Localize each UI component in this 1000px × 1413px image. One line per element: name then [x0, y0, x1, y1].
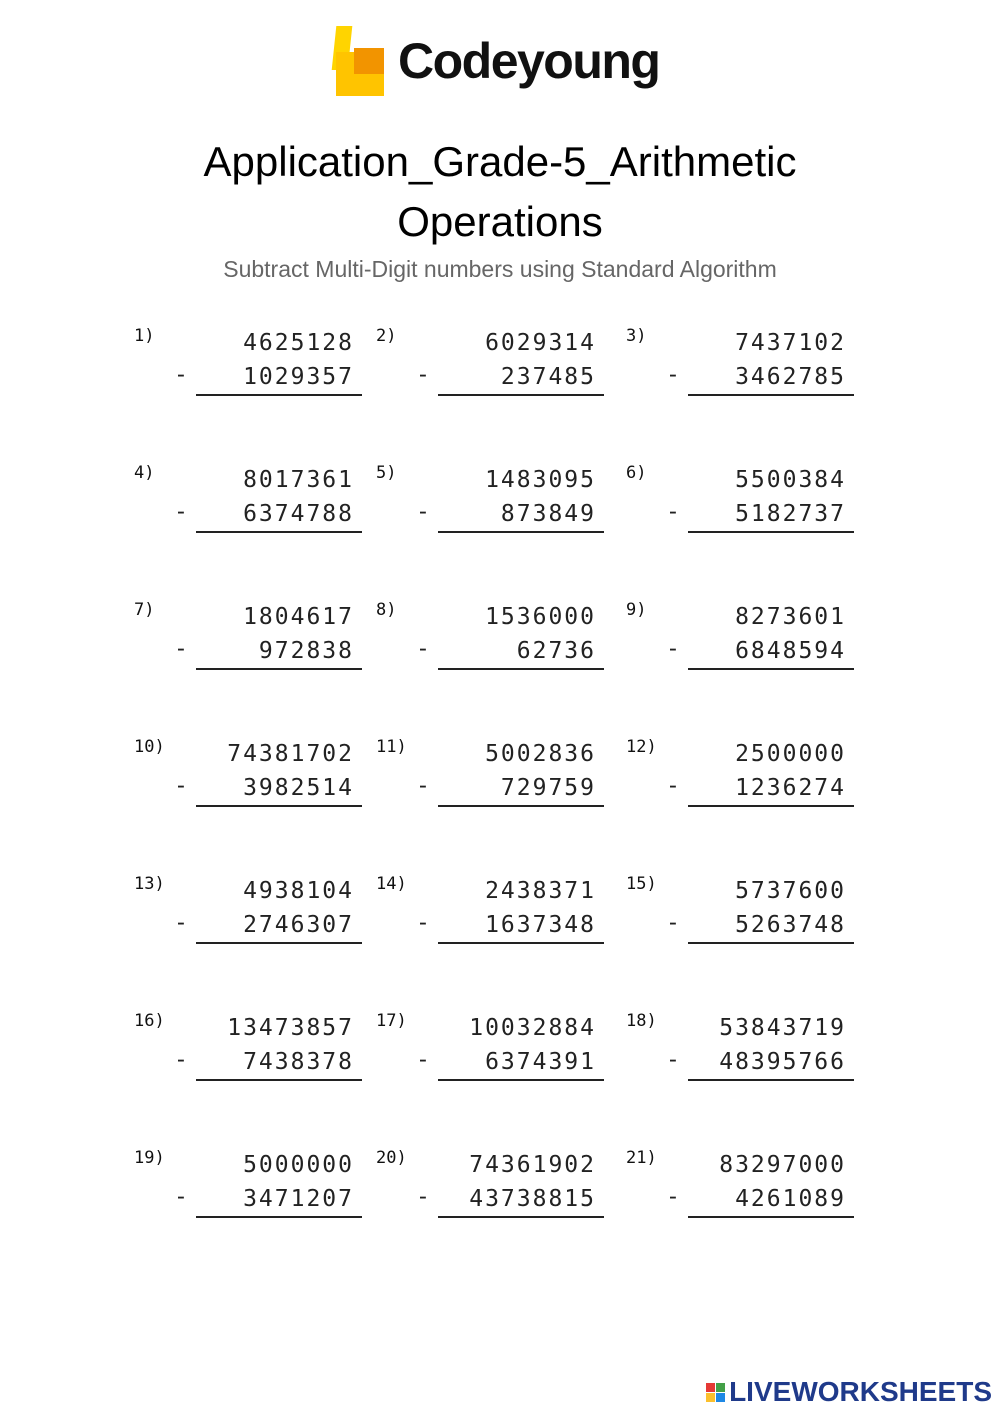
- subtrahend: 6374391: [485, 1049, 596, 1075]
- subtraction-problem: [134, 326, 364, 406]
- minus-sign: -: [666, 636, 680, 662]
- problem-number: 14): [376, 874, 407, 894]
- problem-number: 3): [626, 326, 647, 346]
- subtrahend: 2746307: [243, 912, 354, 938]
- subtraction-problem: [376, 737, 606, 817]
- subtrahend: 6374788: [243, 501, 354, 527]
- minuend: 7437102: [735, 330, 846, 356]
- problem-number: 7): [134, 600, 155, 620]
- minus-sign: -: [174, 499, 188, 525]
- subtraction-problem: [376, 326, 606, 406]
- answer-line: [438, 805, 604, 807]
- minuend: 5737600: [735, 878, 846, 904]
- minus-sign: -: [416, 636, 430, 662]
- answer-line: [438, 1079, 604, 1081]
- subtrahend: 237485: [500, 364, 596, 390]
- problem-number: 17): [376, 1011, 407, 1031]
- subtrahend: 3982514: [243, 775, 354, 801]
- subtraction-problem: [134, 463, 364, 543]
- liveworksheets-footer: [706, 1377, 992, 1407]
- subtraction-problem: [626, 874, 856, 954]
- minuend: 2500000: [735, 741, 846, 767]
- codeyoung-logo-icon: [332, 26, 388, 100]
- answer-line: [438, 942, 604, 944]
- subtrahend: 5182737: [735, 501, 846, 527]
- problem-number: 6): [626, 463, 647, 483]
- minus-sign: -: [174, 362, 188, 388]
- problem-number: 4): [134, 463, 155, 483]
- answer-line: [196, 531, 362, 533]
- problem-number: 18): [626, 1011, 657, 1031]
- problem-number: 19): [134, 1148, 165, 1168]
- answer-line: [688, 805, 854, 807]
- minuend: 1536000: [485, 604, 596, 630]
- answer-line: [196, 1216, 362, 1218]
- subtraction-problem: [134, 737, 364, 817]
- brand-name: Codeyoung: [398, 33, 660, 89]
- subtrahend: 1236274: [735, 775, 846, 801]
- minus-sign: -: [416, 362, 430, 388]
- worksheet-subtitle: Subtract Multi-Digit numbers using Standard Algorithm: [223, 256, 777, 282]
- liveworksheets-icon-square: [706, 1383, 715, 1392]
- minus-sign: -: [416, 1184, 430, 1210]
- minus-sign: -: [174, 1184, 188, 1210]
- minus-sign: -: [666, 1047, 680, 1073]
- problem-number: 8): [376, 600, 397, 620]
- problem-number: 9): [626, 600, 647, 620]
- answer-line: [688, 394, 854, 396]
- subtrahend: 3462785: [735, 364, 846, 390]
- answer-line: [688, 1079, 854, 1081]
- minus-sign: -: [416, 499, 430, 525]
- subtraction-problem: [134, 874, 364, 954]
- answer-line: [438, 668, 604, 670]
- problem-number: 13): [134, 874, 165, 894]
- minuend: 1804617: [243, 604, 354, 630]
- minus-sign: -: [174, 773, 188, 799]
- title-line-2: Operations: [397, 198, 603, 245]
- subtrahend: 62736: [516, 638, 596, 664]
- minus-sign: -: [416, 910, 430, 936]
- answer-line: [688, 1216, 854, 1218]
- subtrahend: 5263748: [735, 912, 846, 938]
- minus-sign: -: [416, 1047, 430, 1073]
- minuend: 6029314: [485, 330, 596, 356]
- problem-number: 10): [134, 737, 165, 757]
- answer-line: [196, 805, 362, 807]
- subtrahend: 4261089: [735, 1186, 846, 1212]
- liveworksheets-icon-square: [706, 1393, 715, 1402]
- minuend: 8273601: [735, 604, 846, 630]
- minus-sign: -: [666, 499, 680, 525]
- minus-sign: -: [666, 773, 680, 799]
- subtrahend: 7438378: [243, 1049, 354, 1075]
- liveworksheets-brand: LIVEWORKSHEETS: [729, 1376, 992, 1407]
- subtrahend: 1029357: [243, 364, 354, 390]
- minuend: 13473857: [227, 1015, 354, 1041]
- subtraction-problem: [376, 874, 606, 954]
- minuend: 4625128: [243, 330, 354, 356]
- subtraction-problem: [626, 463, 856, 543]
- minuend: 10032884: [469, 1015, 596, 1041]
- minuend: 1483095: [485, 467, 596, 493]
- minuend: 2438371: [485, 878, 596, 904]
- subtrahend: 48395766: [719, 1049, 846, 1075]
- answer-line: [196, 668, 362, 670]
- subtraction-problem: [626, 600, 856, 680]
- problem-number: 1): [134, 326, 155, 346]
- liveworksheets-icon: [706, 1383, 725, 1402]
- subtrahend: 972838: [258, 638, 354, 664]
- subtraction-problem: [626, 1148, 856, 1228]
- answer-line: [438, 531, 604, 533]
- answer-line: [196, 1079, 362, 1081]
- problem-number: 2): [376, 326, 397, 346]
- subtraction-problem: [376, 463, 606, 543]
- minuend: 5002836: [485, 741, 596, 767]
- subtraction-problem: [134, 1011, 364, 1091]
- minus-sign: -: [174, 910, 188, 936]
- answer-line: [438, 394, 604, 396]
- worksheet-title: [0, 132, 1000, 252]
- subtraction-problem: [134, 600, 364, 680]
- answer-line: [688, 668, 854, 670]
- minus-sign: -: [174, 636, 188, 662]
- subtrahend: 1637348: [485, 912, 596, 938]
- answer-line: [688, 531, 854, 533]
- liveworksheets-icon-square: [716, 1393, 725, 1402]
- title-line-1: Application_Grade-5_Arithmetic: [203, 138, 797, 185]
- minuend: 53843719: [719, 1015, 846, 1041]
- answer-line: [196, 394, 362, 396]
- subtrahend: 43738815: [469, 1186, 596, 1212]
- minus-sign: -: [666, 362, 680, 388]
- subtraction-problem: [626, 326, 856, 406]
- subtraction-problem: [134, 1148, 364, 1228]
- codeyoung-logo: [332, 26, 672, 106]
- subtrahend: 3471207: [243, 1186, 354, 1212]
- subtraction-problem: [626, 1011, 856, 1091]
- answer-line: [688, 942, 854, 944]
- minus-sign: -: [666, 1184, 680, 1210]
- problem-number: 21): [626, 1148, 657, 1168]
- liveworksheets-icon-square: [716, 1383, 725, 1392]
- minuend: 74381702: [227, 741, 354, 767]
- subtrahend: 6848594: [735, 638, 846, 664]
- minuend: 83297000: [719, 1152, 846, 1178]
- minuend: 8017361: [243, 467, 354, 493]
- minuend: 4938104: [243, 878, 354, 904]
- minus-sign: -: [666, 910, 680, 936]
- problem-number: 15): [626, 874, 657, 894]
- problem-number: 12): [626, 737, 657, 757]
- problem-number: 5): [376, 463, 397, 483]
- subtrahend: 873849: [500, 501, 596, 527]
- minus-sign: -: [416, 773, 430, 799]
- subtraction-problem: [376, 1148, 606, 1228]
- answer-line: [196, 942, 362, 944]
- problem-number: 16): [134, 1011, 165, 1031]
- minuend: 5500384: [735, 467, 846, 493]
- minus-sign: -: [174, 1047, 188, 1073]
- problem-number: 20): [376, 1148, 407, 1168]
- problem-number: 11): [376, 737, 407, 757]
- minuend: 5000000: [243, 1152, 354, 1178]
- minuend: 74361902: [469, 1152, 596, 1178]
- answer-line: [438, 1216, 604, 1218]
- subtrahend: 729759: [500, 775, 596, 801]
- subtraction-problem: [376, 600, 606, 680]
- subtraction-problem: [376, 1011, 606, 1091]
- subtraction-problem: [626, 737, 856, 817]
